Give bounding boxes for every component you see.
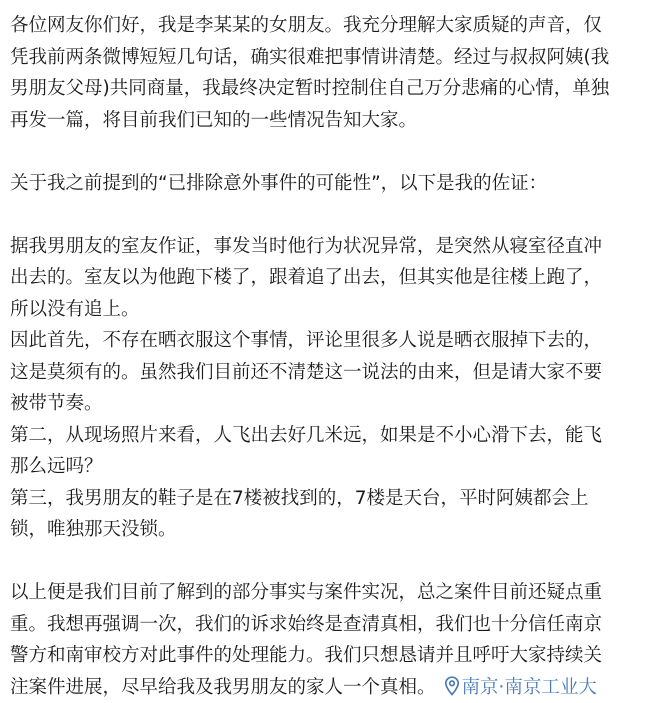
location-label: 南京·南京工业大 [462, 677, 597, 698]
text-line: 第二，从现场照片来看，人飞出去好几米远，如果是不小心滑下去，能飞 [10, 420, 640, 452]
weibo-post [10, 10, 640, 703]
text-line: 男朋友父母)共同商量，我最终决定暂时控制住自己万分悲痛的心情，单独 [10, 73, 640, 105]
text-line: 那么远吗？ [10, 451, 640, 483]
text-line: 因此首先，不存在晒衣服这个事情，评论里很多人说是晒衣服掉下去的， [10, 325, 640, 357]
text-line: 注案件进展，尽早给我及我男朋友的家人一个真相。 [10, 677, 436, 698]
text-line: 凭我前两条微博短短几句话，确实很难把事情讲清楚。经过与叔叔阿姨(我 [10, 42, 640, 74]
text-line: 第三，我男朋友的鞋子是在7楼被找到的，7楼是天台，平时阿姨都会上 [10, 483, 640, 515]
text-line: 关于我之前提到的“已排除意外事件的可能性”，以下是我的佐证： [10, 168, 640, 200]
paragraph-evidence [10, 231, 640, 546]
text-line: 以上便是我们目前了解到的部分事实与案件实况，总之案件目前还疑点重 [10, 577, 640, 609]
text-line: 各位网友你们好，我是李某某的女朋友。我充分理解大家质疑的声音，仅 [10, 10, 640, 42]
location-link[interactable] [436, 677, 597, 698]
location-pin-icon [444, 676, 460, 696]
paragraph-intro [10, 10, 640, 136]
text-line: 被带节奏。 [10, 388, 640, 420]
text-line: 锁，唯独那天没锁。 [10, 514, 640, 546]
paragraph-gap [10, 199, 640, 231]
text-line: 警方和南审校方对此事件的处理能力。我们只想恳请并且呼吁大家持续关 [10, 640, 640, 672]
text-line: 据我男朋友的室友作证，事发当时他行为状况异常，是突然从寝室径直冲 [10, 231, 640, 263]
paragraph-evidence-intro [10, 168, 640, 200]
text-line: 这是莫须有的。虽然我们目前还不清楚这一说法的由来，但是请大家不要 [10, 357, 640, 389]
paragraph-gap [10, 546, 640, 578]
text-line: 所以没有追上。 [10, 294, 640, 326]
text-line: 重。我想再强调一次，我们的诉求始终是查清真相，我们也十分信任南京 [10, 609, 640, 641]
text-line: 出去的。室友以为他跑下楼了，跟着追了出去，但其实他是往楼上跑了， [10, 262, 640, 294]
paragraph-gap [10, 136, 640, 168]
paragraph-conclusion [10, 577, 640, 703]
text-line: 再发一篇，将目前我们已知的一些情况告知大家。 [10, 105, 640, 137]
text-line-with-location [10, 672, 640, 703]
